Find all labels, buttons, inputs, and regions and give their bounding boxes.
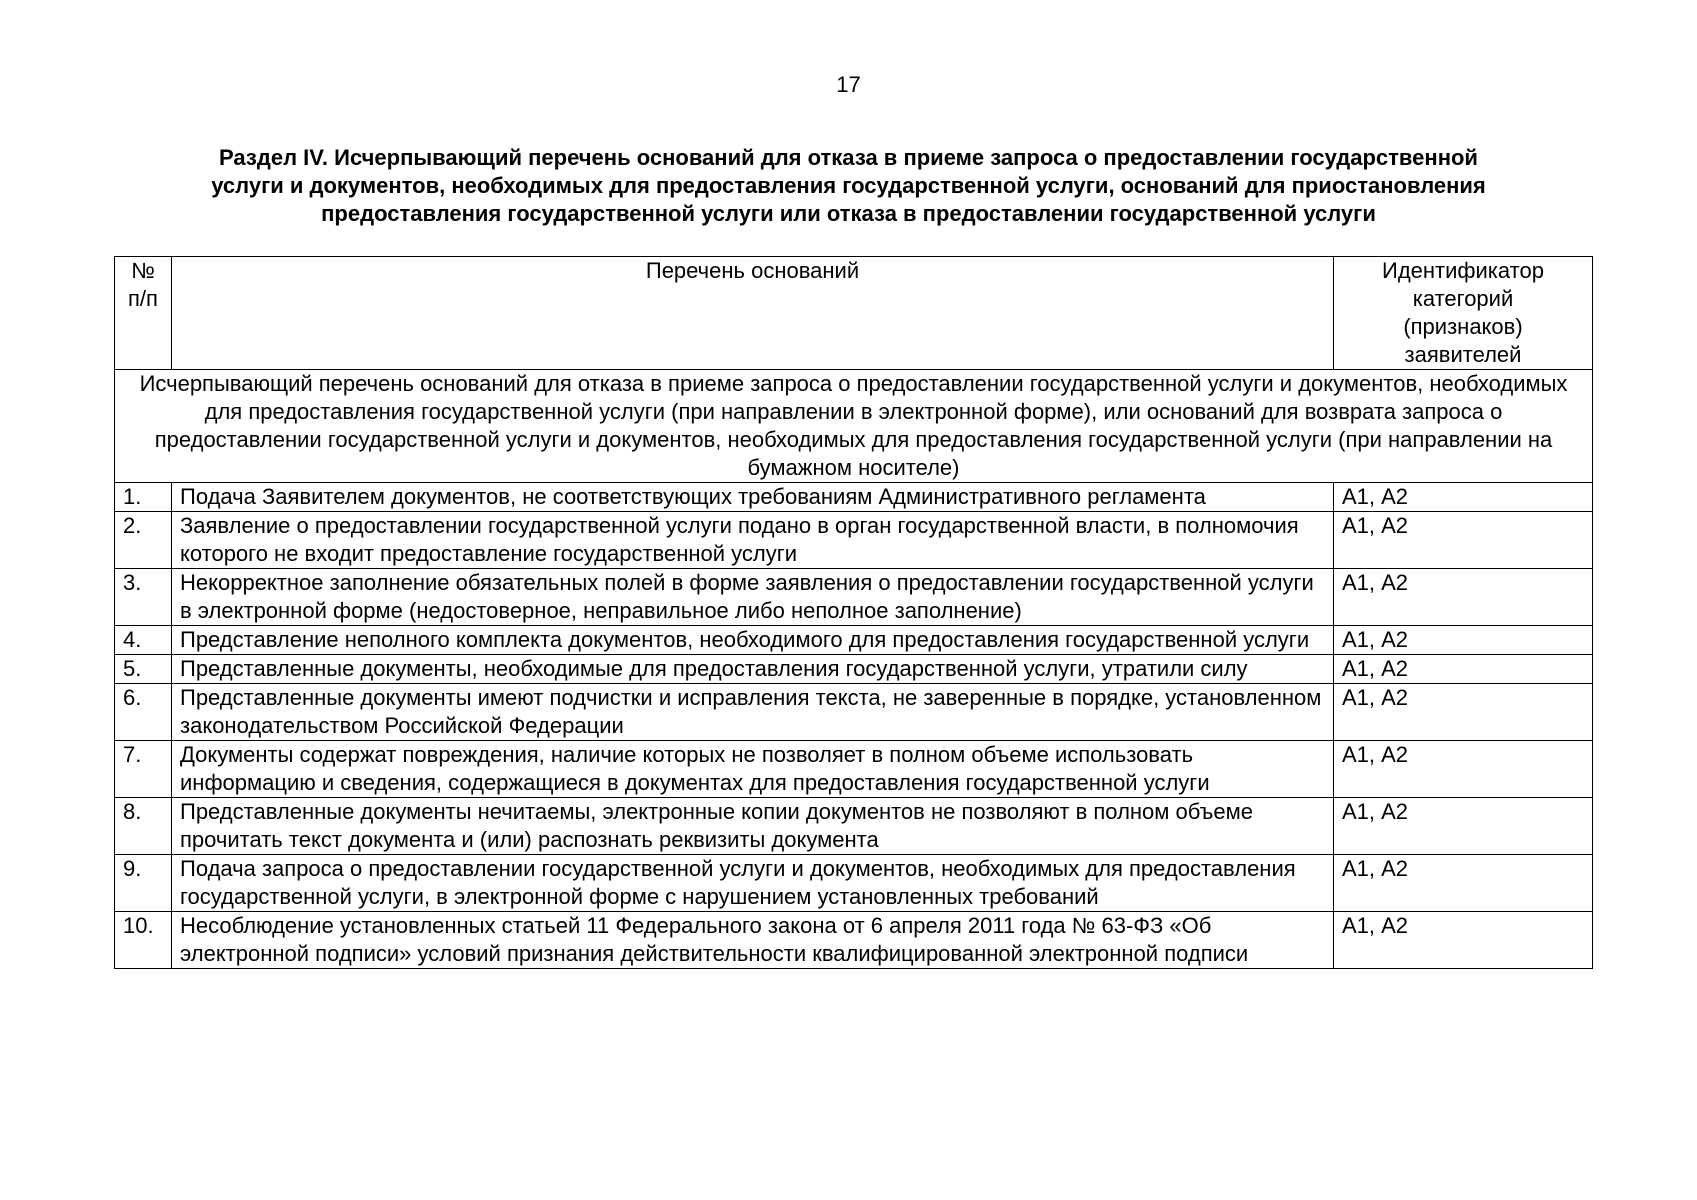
table-row: [115, 483, 1593, 512]
table-row: [115, 798, 1593, 855]
row-ground-text: Представление неполного комплекта документов, необходимого для предоставления государственной услуги: [172, 626, 1334, 655]
table-row: [115, 912, 1593, 969]
row-ground-text: Документы содержат повреждения, наличие которых не позволяет в полном объеме использовать информацию и сведения, содержащиеся в документах для предоставления государственной услуги: [172, 741, 1334, 798]
row-category-id: А1, А2: [1334, 569, 1593, 626]
row-number: 2.: [115, 512, 172, 569]
header-number-line: №: [131, 258, 155, 283]
row-category-id: А1, А2: [1334, 483, 1593, 512]
grounds-table: [114, 256, 1593, 969]
row-ground-text: Несоблюдение установленных статьей 11 Федерального закона от 6 апреля 2011 года № 63-ФЗ «Об электронной подписи» условий признания действительности квалифицированной электронной подписи: [172, 912, 1334, 969]
row-ground-text: Представленные документы, необходимые для предоставления государственной услуги, утратили силу: [172, 655, 1334, 684]
section-title: [120, 144, 1577, 228]
header-id-line: категорий: [1412, 286, 1514, 311]
section-title-line: Раздел IV. Исчерпывающий перечень оснований для отказа в приеме запроса о предоставлении государственной: [219, 145, 1478, 170]
group-heading: Исчерпывающий перечень оснований для отказа в приеме запроса о предоставлении государственной услуги и документов, необходимых для предоставления государственной услуги (при направлении в электронной форме), или оснований для возврата запроса о предоставлении государственной услуги и документов, необходимых для предоставления государственной услуги (при направлении на бумажном носителе): [115, 370, 1593, 483]
row-category-id: А1, А2: [1334, 684, 1593, 741]
row-category-id: А1, А2: [1334, 655, 1593, 684]
header-id-line: заявителей: [1404, 342, 1522, 367]
row-ground-text: Представленные документы нечитаемы, электронные копии документов не позволяют в полном объеме прочитать текст документа и (или) распознать реквизиты документа: [172, 798, 1334, 855]
header-number: [115, 257, 172, 370]
header-number-line: п/п: [128, 286, 158, 311]
row-category-id: А1, А2: [1334, 912, 1593, 969]
table-row: [115, 655, 1593, 684]
row-category-id: А1, А2: [1334, 512, 1593, 569]
row-category-id: А1, А2: [1334, 798, 1593, 855]
header-grounds-list: Перечень оснований: [172, 257, 1334, 370]
table-row: [115, 855, 1593, 912]
table-row: [115, 569, 1593, 626]
table-row: [115, 512, 1593, 569]
section-title-line: предоставления государственной услуги или отказа в предоставлении государственной услуги: [321, 201, 1376, 226]
table-header-row: [115, 257, 1593, 370]
page-number: 17: [836, 72, 861, 97]
row-ground-text: Некорректное заполнение обязательных полей в форме заявления о предоставлении государственной услуги в электронной форме (недостоверное, неправильное либо неполное заполнение): [172, 569, 1334, 626]
row-number: 9.: [115, 855, 172, 912]
group-heading-row: [115, 370, 1593, 483]
row-number: 7.: [115, 741, 172, 798]
row-ground-text: Заявление о предоставлении государственной услуги подано в орган государственной власти, в полномочия которого не входит предоставление государственной услуги: [172, 512, 1334, 569]
header-applicant-category-id: [1334, 257, 1593, 370]
table-row: [115, 626, 1593, 655]
row-ground-text: Представленные документы имеют подчистки и исправления текста, не заверенные в порядке, установленном законодательством Российской Федерации: [172, 684, 1334, 741]
row-ground-text: Подача запроса о предоставлении государственной услуги и документов, необходимых для предоставления государственной услуги, в электронной форме с нарушением установленных требований: [172, 855, 1334, 912]
row-number: 3.: [115, 569, 172, 626]
header-id-line: (признаков): [1403, 314, 1523, 339]
table-row: [115, 684, 1593, 741]
row-number: 10.: [115, 912, 172, 969]
row-number: 6.: [115, 684, 172, 741]
row-ground-text: Подача Заявителем документов, не соответствующих требованиям Административного регламента: [172, 483, 1334, 512]
section-title-line: услуги и документов, необходимых для предоставления государственной услуги, оснований для приостановления: [211, 173, 1486, 198]
row-category-id: А1, А2: [1334, 626, 1593, 655]
table-row: [115, 741, 1593, 798]
row-number: 1.: [115, 483, 172, 512]
row-category-id: А1, А2: [1334, 855, 1593, 912]
row-number: 8.: [115, 798, 172, 855]
header-id-line: Идентификатор: [1382, 258, 1544, 283]
row-number: 5.: [115, 655, 172, 684]
row-category-id: А1, А2: [1334, 741, 1593, 798]
row-number: 4.: [115, 626, 172, 655]
